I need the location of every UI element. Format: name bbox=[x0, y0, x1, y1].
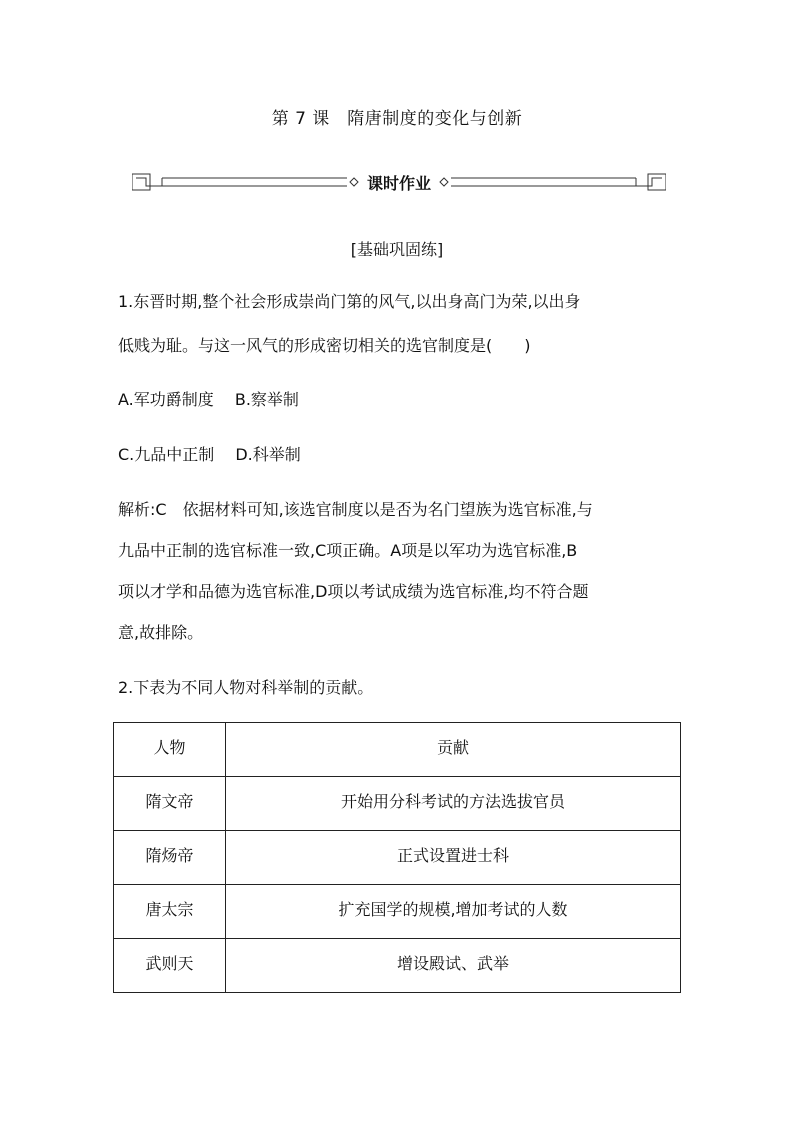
page-title: 第 7 课 隋唐制度的变化与创新 bbox=[271, 109, 523, 129]
banner-label: 课时作业 bbox=[366, 174, 431, 193]
question-1-options-ab: A.军功爵制度 B.察举制 bbox=[118, 390, 299, 409]
contribution-table bbox=[113, 722, 681, 993]
analysis-line-2: 九品中正制的选官标准一致,C项正确。A项是以军功为选官标准,B bbox=[118, 541, 578, 560]
table-row bbox=[114, 777, 681, 831]
analysis-line-3: 项以才学和品德为选官标准,D项以考试成绩为选官标准,均不符合题 bbox=[118, 582, 589, 601]
homework-banner bbox=[132, 168, 666, 196]
question-1-line-2: 低贱为耻。与这一风气的形成密切相关的选官制度是( ) bbox=[118, 336, 531, 355]
question-1-line-1: 1.东晋时期,整个社会形成崇尚门第的风气,以出身高门为荣,以出身 bbox=[118, 292, 581, 311]
table-cell-person: 武则天 bbox=[114, 939, 226, 993]
table-cell-contribution: 正式设置进士科 bbox=[226, 831, 681, 885]
table-row bbox=[114, 939, 681, 993]
question-2-stem: 2.下表为不同人物对科举制的贡献。 bbox=[118, 678, 374, 697]
table-header-person: 人物 bbox=[114, 723, 226, 777]
table-cell-contribution: 开始用分科考试的方法选拔官员 bbox=[226, 777, 681, 831]
table-row bbox=[114, 885, 681, 939]
table-header-row bbox=[114, 723, 681, 777]
table-cell-person: 隋文帝 bbox=[114, 777, 226, 831]
analysis-line-4: 意,故排除。 bbox=[118, 623, 204, 642]
table-header-contribution: 贡献 bbox=[226, 723, 681, 777]
table-cell-person: 隋炀帝 bbox=[114, 831, 226, 885]
table-cell-contribution: 扩充国学的规模,增加考试的人数 bbox=[226, 885, 681, 939]
analysis-line-1: 解析:C 依据材料可知,该选官制度以是否为名门望族为选官标准,与 bbox=[118, 500, 593, 519]
table-row bbox=[114, 831, 681, 885]
table-cell-person: 唐太宗 bbox=[114, 885, 226, 939]
question-1-options-cd: C.九品中正制 D.科举制 bbox=[118, 445, 301, 464]
table-cell-contribution: 增设殿试、武举 bbox=[226, 939, 681, 993]
section-heading: [基础巩固练] bbox=[350, 240, 444, 259]
